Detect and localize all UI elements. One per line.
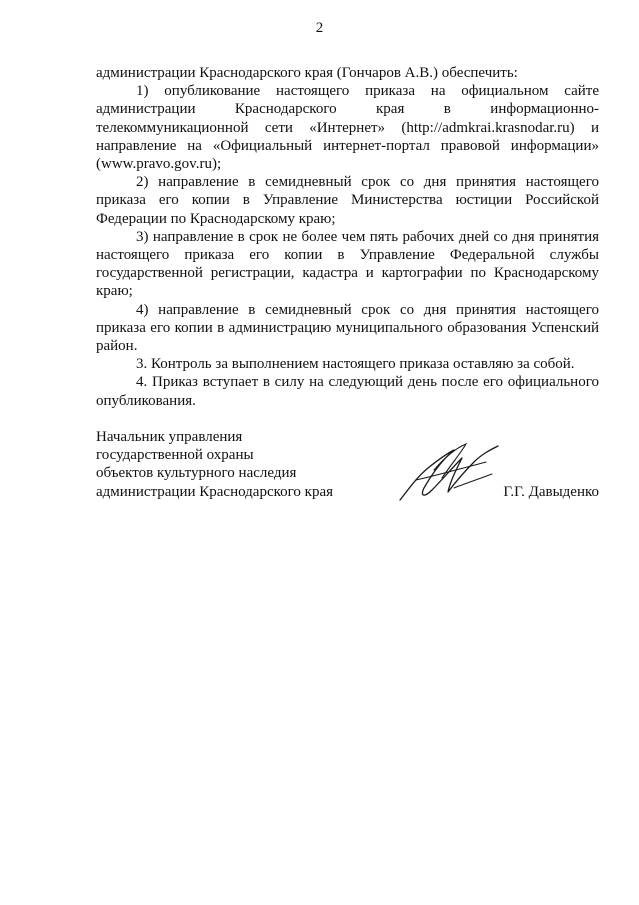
paragraph-control: 3. Контроль за выполнением настоящего приказа оставляю за собой. [136, 356, 575, 373]
paragraph-effect: 4. Приказ вступает в силу на следующий день после его официального опубликования. [96, 374, 599, 409]
signatory-title-line: государственной охраны [96, 447, 254, 464]
paragraph-item-4: 4) направление в семидневный срок со дня принятия настоящего приказа его копии в администрацию муниципального образования Успенский район. [96, 301, 599, 355]
paragraph-item-2: 2) направление в семидневный срок со дня принятия настоящего приказа его копии в Управление Министерства юстиции Российской Федерации по Краснодарскому краю; [96, 174, 599, 227]
signatory-title-line: объектов культурного наследия [96, 465, 297, 482]
signatory-title-line: администрации Краснодарского края [96, 483, 334, 500]
signatory-title-line: Начальник управления [96, 429, 243, 445]
handwritten-signature [394, 440, 502, 506]
page-number: 2 [315, 20, 324, 36]
paragraph-item-3: 3) направление в срок не более чем пять рабочих дней со дня принятия настоящего приказа его копии в Управление Федеральной службы государственной регистрации, кадастра и картографии по Краснодарскому краю; [96, 228, 599, 300]
signature-block [96, 428, 599, 501]
document-body [96, 64, 599, 410]
paragraph-item-1: 1) опубликование настоящего приказа на официальном сайте администрации Краснодарского края в информационно-телекоммуникационной сети «Интернет» (http://admkrai.krasnodar.ru) и направление на «Официальный интернет-портал правовой информации» (www.pravo.gov.ru); [96, 83, 599, 173]
paragraph-continuation: администрации Краснодарского края (Гончаров А.В.) обеспечить: [96, 65, 518, 81]
signatory-name: Г.Г. Давыденко [503, 483, 599, 500]
